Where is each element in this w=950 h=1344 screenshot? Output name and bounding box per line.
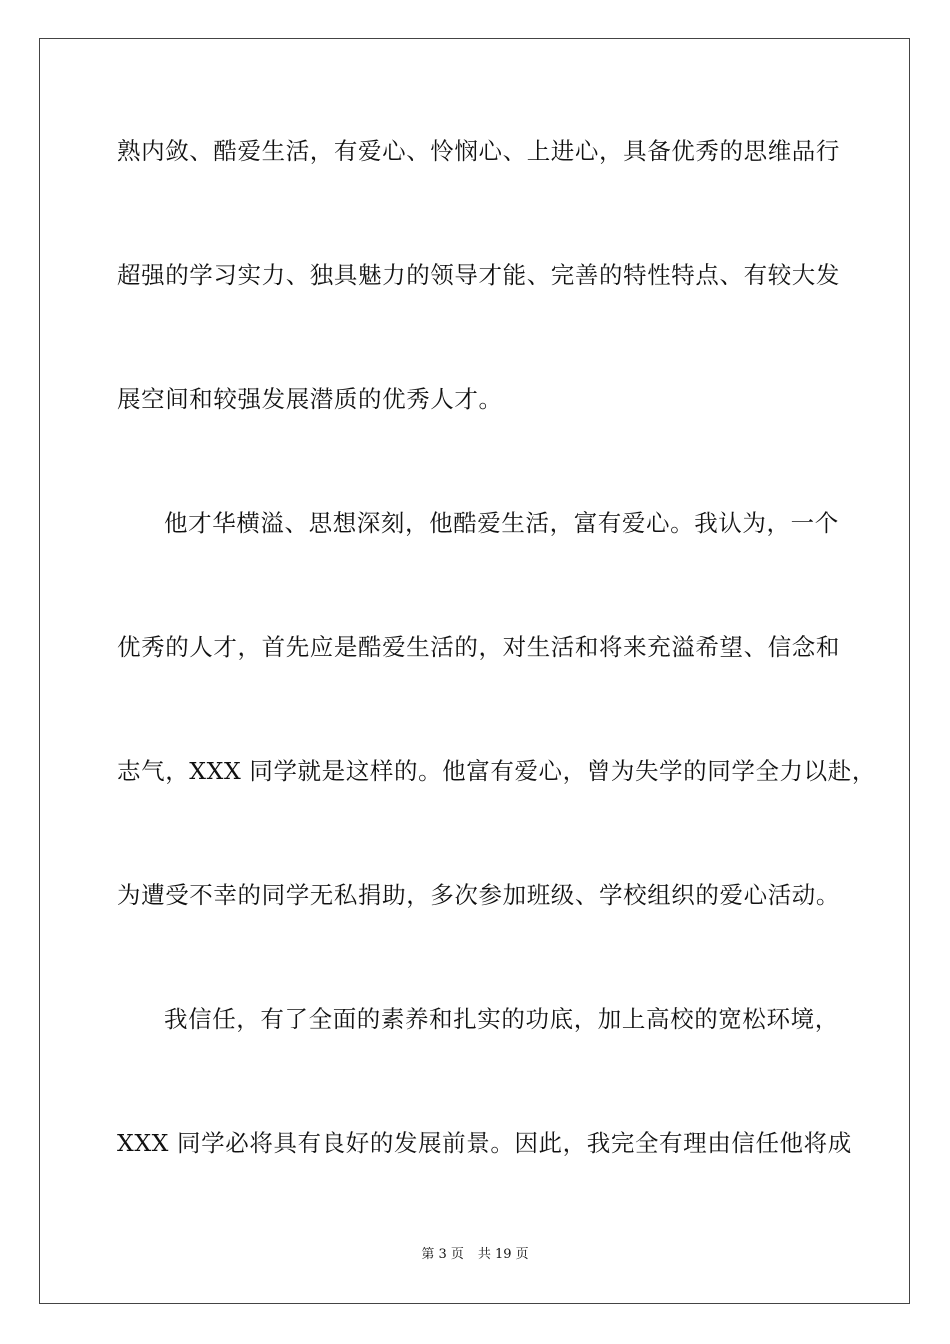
page-footer bbox=[0, 1246, 950, 1264]
text-line: 志气，XXX 同学就是这样的。他富有爱心，曾为失学的同学全力以赴， bbox=[117, 757, 876, 785]
text-line-paragraph-start: 我信任，有了全面的素养和扎实的功底，加上高校的宽松环境， bbox=[164, 1005, 839, 1033]
text-line: 为遭受不幸的同学无私捐助，多次参加班级、学校组织的爱心活动。 bbox=[117, 881, 840, 909]
page-number: 第 3 页 bbox=[421, 1247, 464, 1262]
page-total: 共 19 页 bbox=[477, 1247, 529, 1262]
text-line-paragraph-start: 他才华横溢、思想深刻，他酷爱生活，富有爱心。我认为，一个 bbox=[164, 509, 839, 537]
text-line: XXX 同学必将具有良好的发展前景。因此，我完全有理由信任他将成 bbox=[117, 1129, 852, 1157]
page-frame bbox=[39, 38, 910, 1304]
text-line: 熟内敛、酷爱生活，有爱心、怜悯心、上进心，具备优秀的思维品行 bbox=[117, 137, 840, 165]
text-line: 优秀的人才，首先应是酷爱生活的，对生活和将来充溢希望、信念和 bbox=[117, 633, 840, 661]
text-line: 展空间和较强发展潜质的优秀人才。 bbox=[117, 385, 503, 413]
text-line: 超强的学习实力、独具魅力的领导才能、完善的特性特点、有较大发 bbox=[117, 261, 840, 289]
